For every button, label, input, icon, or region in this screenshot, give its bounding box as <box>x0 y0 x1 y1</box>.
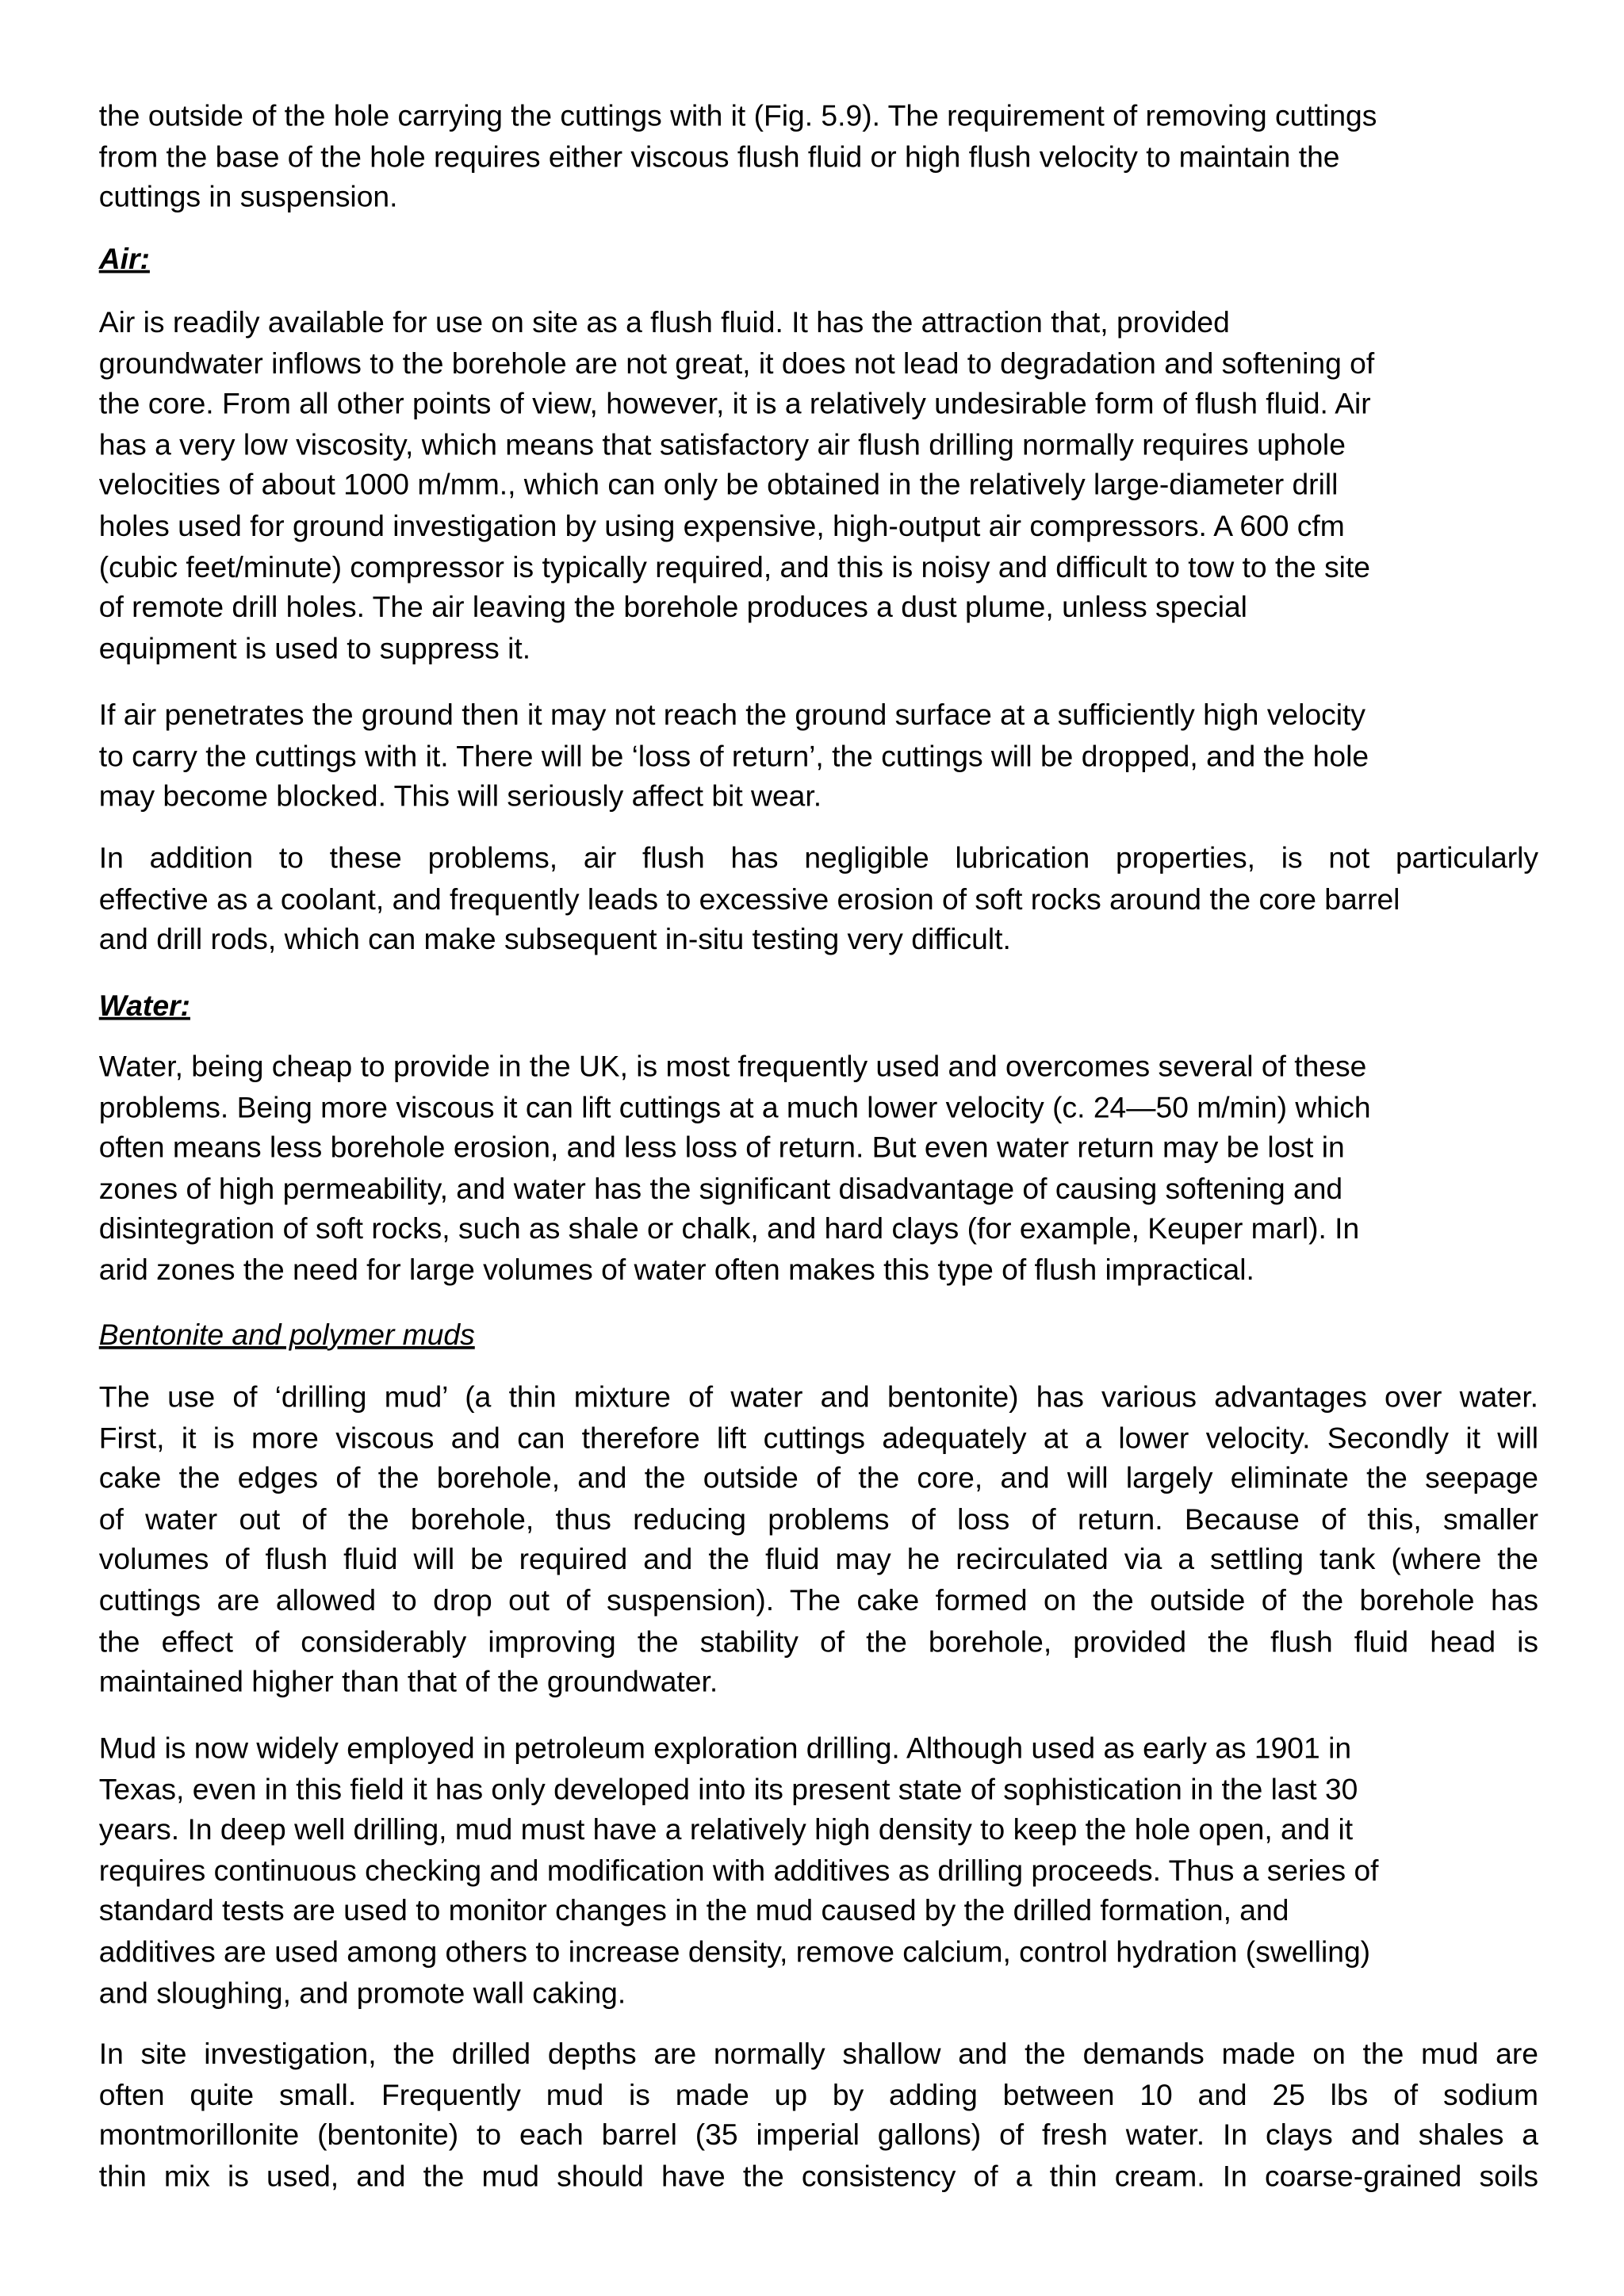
text-line: arid zones the need for large volumes of water often makes this type of flush impractical. <box>98 1254 1254 1288</box>
text-line: to carry the cuttings with it. There will be ‘loss of return’, the cuttings will be dropped, and the hole <box>98 740 1369 773</box>
paragraph-water-flush <box>99 1048 1538 1292</box>
text-line: disintegration of soft rocks, such as shale or chalk, and hard clays (for example, Keuper marl). In <box>98 1214 1360 1247</box>
text-line: years. In deep well drilling, mud must have a relatively high density to keep the hole open, and it <box>98 1814 1354 1847</box>
heading-air: Air: <box>98 243 150 277</box>
text-line: and drill rods, which can make subsequent in-situ testing very difficult. <box>98 924 1011 957</box>
text-line: often means less borehole erosion, and less loss of return. But even water return may be lost in <box>98 1132 1345 1165</box>
text-line: montmorillonite (bentonite) to each barrel (35 imperial gallons) of fresh water. In clays and shales a <box>98 2119 1539 2152</box>
text-line: cuttings are allowed to drop out of suspension). The cake formed on the outside of the borehole has <box>98 1585 1539 1618</box>
text-line: In addition to these problems, air flush has negligible lubrication properties, is not particularly <box>98 843 1539 876</box>
text-line: The use of ‘drilling mud’ (a thin mixture of water and bentonite) has various advantages over water. <box>98 1381 1539 1414</box>
paragraph-air-problems <box>99 840 1538 962</box>
text-line: zones of high permeability, and water has the significant disadvantage of causing softening and <box>98 1173 1343 1206</box>
text-line: and sloughing, and promote wall caking. <box>98 1977 626 2010</box>
text-line: cake the edges of the borehole, and the outside of the core, and will largely eliminate the seepage <box>98 1463 1539 1496</box>
text-line: volumes of flush fluid will be required and the fluid may he recirculated via a settling tank (where the <box>98 1544 1539 1578</box>
text-line: groundwater inflows to the borehole are not great, it does not lead to degradation and softening of <box>98 347 1375 381</box>
text-line: Water, being cheap to provide in the UK, is most frequently used and overcomes several of these <box>98 1050 1367 1084</box>
text-line: of remote drill holes. The air leaving the borehole produces a dust plume, unless special <box>98 591 1247 625</box>
paragraph-air-flush <box>99 304 1538 671</box>
heading-bentonite-polymer-muds: Bentonite and polymer muds <box>98 1319 475 1353</box>
text-line: may become blocked. This will seriously affect bit wear. <box>98 781 822 814</box>
text-line: cuttings in suspension. <box>98 182 398 215</box>
text-line: First, it is more viscous and can therefore lift cuttings adequately at a lower velocity. Secondly it will <box>98 1422 1539 1455</box>
text-line: equipment is used to suppress it. <box>98 633 531 666</box>
text-line: effective as a coolant, and frequently leads to excessive erosion of soft rocks around the core barrel <box>98 883 1400 916</box>
text-line: the outside of the hole carrying the cuttings with it (Fig. 5.9). The requirement of removing cuttings <box>98 100 1377 133</box>
text-line: requires continuous checking and modification with additives as drilling proceeds. Thus a series of <box>98 1854 1379 1888</box>
paragraph-site-investigation <box>99 2035 1538 2198</box>
text-line: maintained higher than that of the groundwater. <box>98 1667 718 1700</box>
text-line: often quite small. Frequently mud is made up by adding between 10 and 25 lbs of sodium <box>98 2079 1539 2112</box>
paragraph-drilling-mud <box>99 1379 1538 1705</box>
text-line: from the base of the hole requires either viscous flush fluid or high flush velocity to maintain the <box>98 140 1340 174</box>
text-line: (cubic feet/minute) compressor is typically required, and this is noisy and difficult to tow to the site <box>98 551 1371 584</box>
text-line: Texas, even in this field it has only developed into its present state of sophistication in the last 30 <box>98 1774 1358 1807</box>
heading-water: Water: <box>98 990 190 1024</box>
paragraph-cuttings-removal <box>99 98 1538 220</box>
text-line: Air is readily available for use on site as a flush fluid. It has the attraction that, provided <box>98 307 1230 340</box>
text-line: Mud is now widely employed in petroleum exploration drilling. Although used as early as 1901 in <box>98 1732 1352 1766</box>
text-line: the core. From all other points of view, however, it is a relatively undesirable form of flush fluid. Air <box>98 388 1371 421</box>
text-line: has a very low viscosity, which means that satisfactory air flush drilling normally requires uphole <box>98 429 1346 462</box>
paragraph-petroleum-drilling <box>99 1730 1538 2015</box>
text-line: problems. Being more viscous it can lift cuttings at a much lower velocity (c. 24—50 m/min) which <box>98 1091 1371 1124</box>
paragraph-loss-of-return <box>99 697 1538 819</box>
text-line: If air penetrates the ground then it may not reach the ground surface at a sufficiently high velocity <box>98 699 1366 733</box>
text-line: holes used for ground investigation by using expensive, high-output air compressors. A 600 cfm <box>98 511 1345 544</box>
text-line: additives are used among others to increase density, remove calcium, control hydration (swelling) <box>98 1936 1371 1969</box>
text-line: velocities of about 1000 m/mm., which can only be obtained in the relatively large-diameter drill <box>98 469 1339 503</box>
text-line: standard tests are used to monitor changes in the mud caused by the drilled formation, and <box>98 1896 1289 1929</box>
text-line: thin mix is used, and the mud should have the consistency of a thin cream. In coarse-grained soils <box>98 2160 1539 2194</box>
text-line: the effect of considerably improving the stability of the borehole, provided the flush fluid head is <box>98 1625 1539 1659</box>
text-line: In site investigation, the drilled depths are normally shallow and the demands made on the mud are <box>98 2038 1539 2072</box>
text-line: of water out of the borehole, thus reducing problems of loss of return. Because of this, smaller <box>98 1503 1539 1536</box>
